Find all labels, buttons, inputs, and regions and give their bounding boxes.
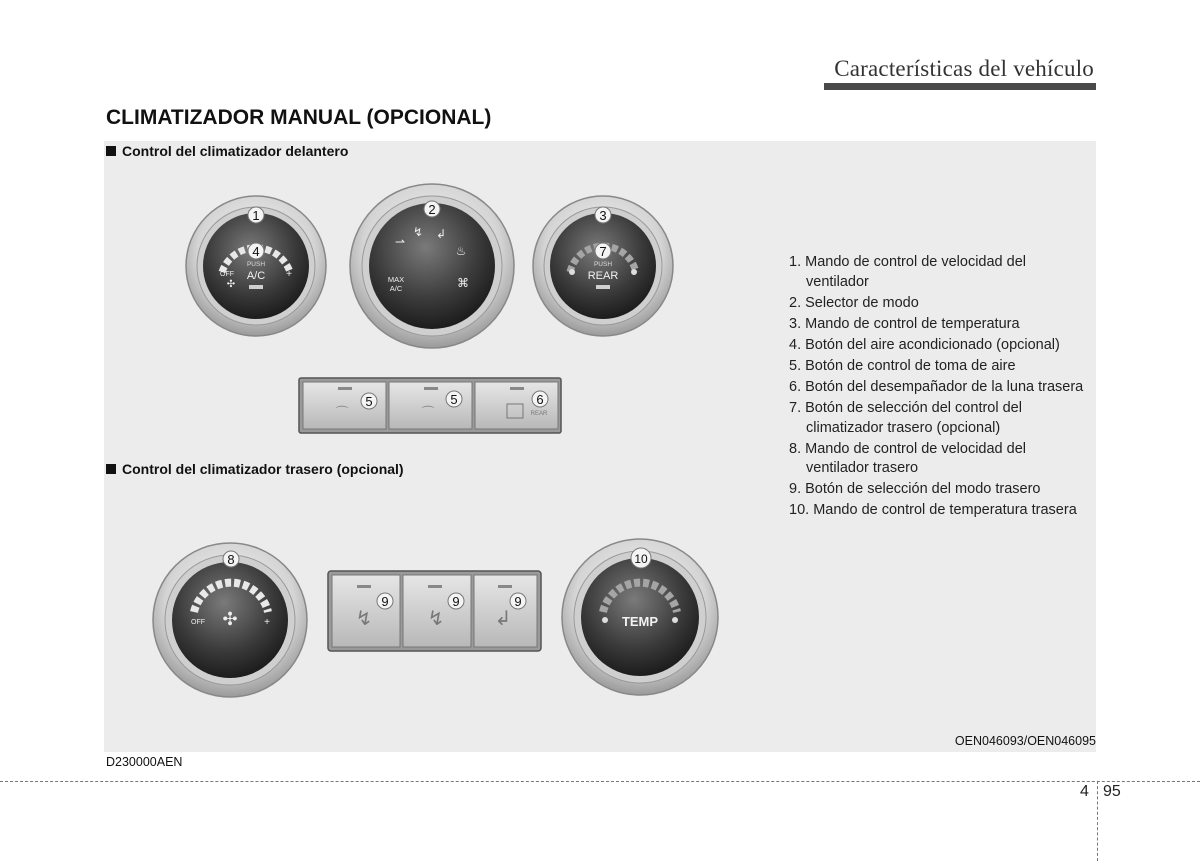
svg-text:9: 9 bbox=[381, 594, 389, 609]
svg-text:4: 4 bbox=[252, 244, 260, 259]
image-code: OEN046093/OEN046095 bbox=[954, 734, 1096, 748]
rear-fan-off-label: OFF bbox=[191, 619, 205, 626]
callout-1 bbox=[248, 207, 264, 223]
legend-item: 6. Botón del desempañador de la luna trasera bbox=[789, 378, 1084, 395]
rear-fan-icon: ✣ bbox=[222, 609, 238, 629]
floor-mode-icon: ↲ bbox=[435, 227, 447, 241]
callout-9b bbox=[448, 593, 464, 609]
rear-label: REAR bbox=[587, 270, 619, 282]
bilevel-mode-icon: ↯ bbox=[412, 225, 424, 239]
legend-item: 7. Botón de selección del control del climatizador trasero (opcional) bbox=[789, 400, 1022, 436]
svg-text:1: 1 bbox=[252, 208, 260, 223]
defrost-icon: ⌘ bbox=[457, 276, 469, 290]
callout-6 bbox=[532, 391, 548, 407]
callout-9c bbox=[510, 593, 526, 609]
front-control-label-text: Control del climatizador delantero bbox=[122, 143, 349, 159]
section-title: CLIMATIZADOR MANUAL (OPCIONAL) bbox=[106, 106, 492, 129]
fan-icon: ✣ bbox=[226, 279, 236, 290]
recirculation-icon: ⌒ bbox=[335, 405, 349, 420]
rear-cold-dot bbox=[602, 617, 608, 623]
legend-item: 8. Mando de control de velocidad del ventilador trasero bbox=[789, 440, 1026, 477]
callout-10 bbox=[631, 548, 651, 568]
page-header-title: Características del vehículo bbox=[834, 56, 1094, 81]
fresh-air-icon: ⌒ bbox=[421, 405, 435, 420]
max-ac-label: A/C bbox=[389, 284, 403, 293]
hot-dot bbox=[631, 269, 637, 275]
max-label: MAX bbox=[387, 275, 405, 284]
push-label: PUSH bbox=[593, 261, 613, 268]
callout-2 bbox=[424, 201, 440, 217]
rear-indicator bbox=[596, 285, 610, 289]
footer-dashed-rule bbox=[0, 781, 1200, 782]
rear-bilevel-icon: ↯ bbox=[427, 608, 445, 630]
push-label: PUSH bbox=[246, 261, 266, 268]
legend-item: 4. Botón del aire acondicionado (opcional) bbox=[789, 336, 1060, 353]
callout-5a bbox=[361, 393, 377, 409]
rear-vent-icon: ↯ bbox=[355, 608, 373, 630]
document-code: D230000AEN bbox=[106, 755, 183, 769]
svg-text:5: 5 bbox=[365, 394, 373, 409]
svg-text:2: 2 bbox=[428, 202, 436, 217]
page-number: 95 bbox=[1103, 783, 1121, 800]
rear-mode-button-strip bbox=[328, 571, 541, 651]
footer-vertical-rule bbox=[1097, 781, 1098, 861]
floor-defrost-mode-icon: ♨ bbox=[455, 244, 467, 258]
rear-control-label-text: Control del climatizador trasero (opcional) bbox=[122, 461, 404, 477]
legend-item: 5. Botón de control de toma de aire bbox=[789, 357, 1016, 374]
fan-off-label: OFF bbox=[220, 271, 234, 278]
svg-text:7: 7 bbox=[599, 244, 607, 259]
svg-text:6: 6 bbox=[536, 392, 544, 407]
legend-item: 2. Selector de modo bbox=[789, 294, 919, 311]
legend-item: 1. Mando de control de velocidad del ventilador bbox=[789, 254, 1026, 290]
temp-label: TEMP bbox=[621, 614, 659, 629]
svg-text:5: 5 bbox=[450, 392, 458, 407]
rear-small-label: REAR bbox=[530, 411, 548, 417]
rear-hot-dot bbox=[672, 617, 678, 623]
legend-item: 3. Mando de control de temperatura bbox=[789, 315, 1020, 332]
callout-9a bbox=[377, 593, 393, 609]
svg-text:9: 9 bbox=[514, 594, 522, 609]
svg-text:8: 8 bbox=[227, 552, 235, 567]
callout-8 bbox=[223, 551, 239, 567]
legend-item: 10. Mando de control de temperatura trasera bbox=[789, 502, 1077, 519]
rear-floor-icon: ↲ bbox=[494, 608, 512, 630]
ac-indicator bbox=[249, 285, 263, 289]
chapter-number: 4 bbox=[1080, 783, 1089, 800]
callout-5b bbox=[446, 391, 462, 407]
front-button-strip bbox=[299, 378, 561, 433]
svg-text:3: 3 bbox=[599, 208, 607, 223]
callout-3 bbox=[595, 207, 611, 223]
ac-label: A/C bbox=[246, 270, 266, 282]
callout-4 bbox=[248, 243, 264, 259]
cold-dot bbox=[569, 269, 575, 275]
svg-text:9: 9 bbox=[452, 594, 460, 609]
legend-list bbox=[789, 253, 1089, 522]
fan-plus-label: + bbox=[286, 269, 292, 280]
legend-item: 9. Botón de selección del modo trasero bbox=[789, 481, 1041, 498]
vent-mode-icon: ⇀ bbox=[394, 235, 406, 249]
callout-7 bbox=[595, 243, 611, 259]
svg-text:10: 10 bbox=[634, 552, 648, 566]
rear-fan-plus-label: + bbox=[264, 617, 270, 628]
